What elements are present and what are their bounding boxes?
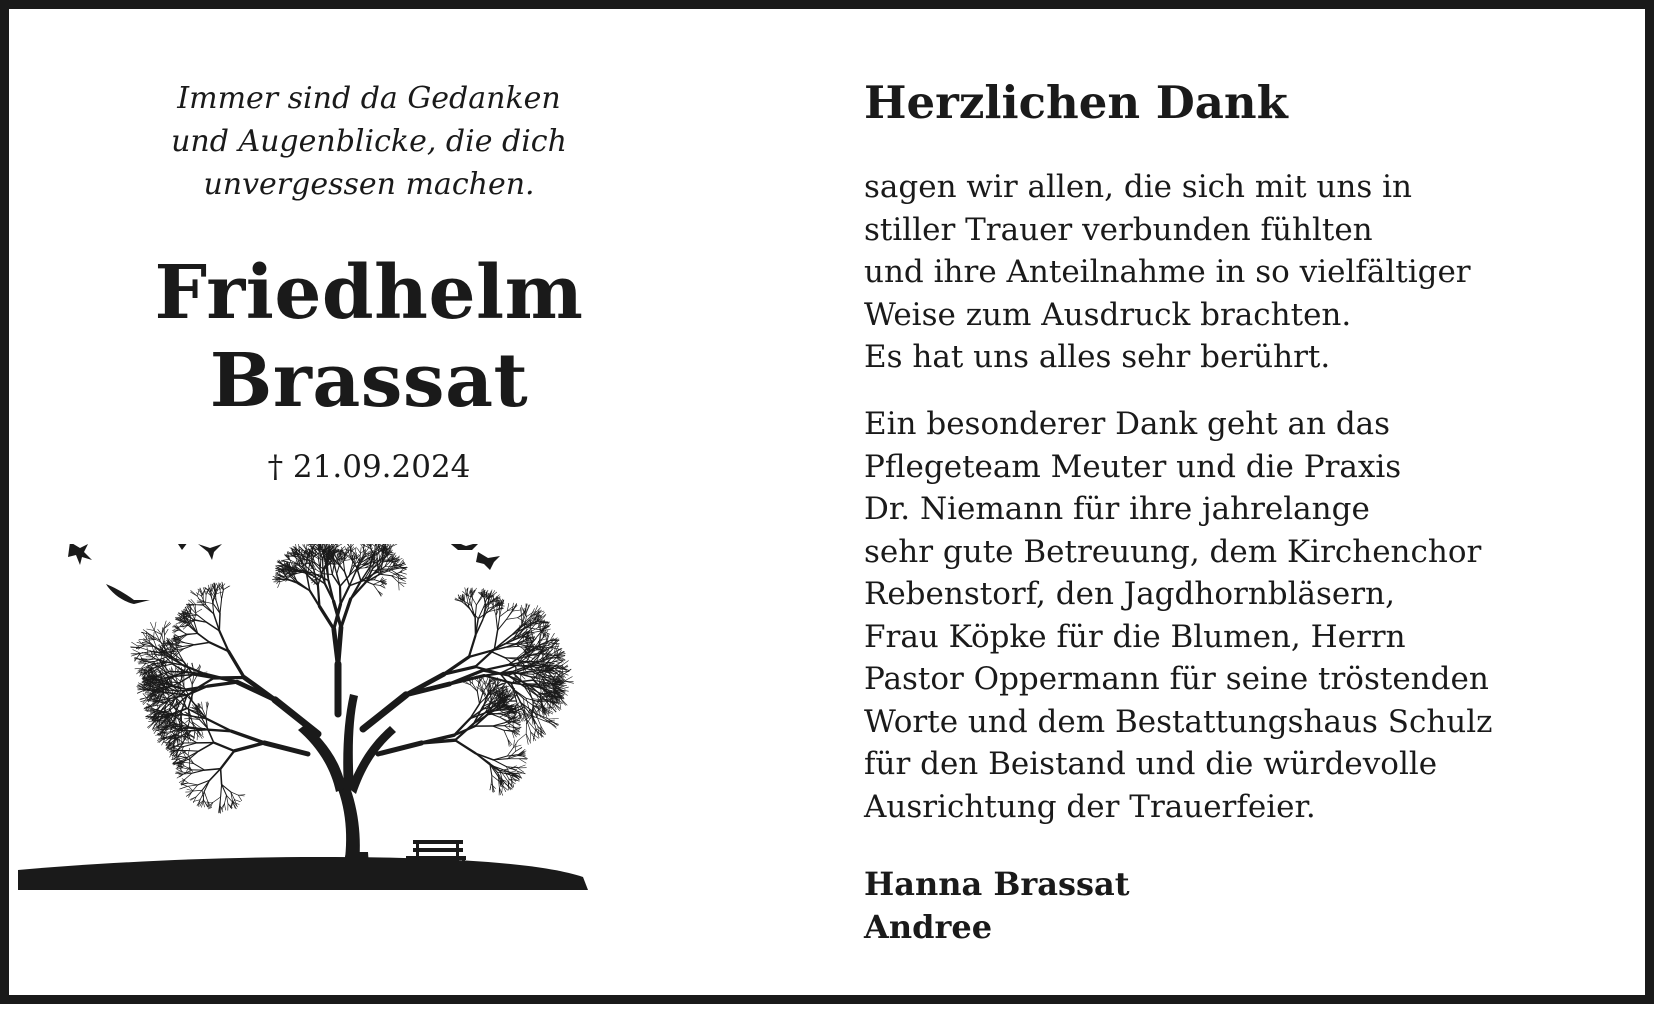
signatures (864, 863, 1130, 949)
quote-line: unvergessen machen. (49, 163, 689, 206)
text-line: Rebenstorf, den Jagdhornbläsern, (864, 573, 1624, 616)
text-line: Pastor Oppermann für seine tröstenden (864, 658, 1624, 701)
thank-you-paragraph (864, 166, 1624, 379)
text-line: stiller Trauer verbunden fühlten (864, 209, 1624, 252)
quote-line: und Augenblicke, die dich (49, 120, 689, 163)
death-date: † 21.09.2024 (49, 447, 689, 487)
bird-icon (106, 584, 150, 604)
text-line: Dr. Niemann für ihre jahrelange (864, 488, 1624, 531)
tree-illustration (18, 544, 623, 944)
text-line: Es hat uns alles sehr berührt. (864, 336, 1624, 379)
thank-you-panel (864, 9, 1624, 1013)
text-line: Weise zum Ausdruck brachten. (864, 294, 1624, 337)
text-line: Ein besonderer Dank geht an das (864, 403, 1624, 446)
memorial-panel (9, 9, 729, 1013)
last-name: Brassat (49, 337, 689, 425)
special-thanks-paragraph (864, 403, 1624, 828)
bird-icon (476, 552, 500, 570)
deceased-name (49, 249, 689, 425)
text-line: Frau Köpke für die Blumen, Herrn (864, 616, 1624, 659)
text-line: sehr gute Betreuung, dem Kirchenchor (864, 531, 1624, 574)
text-line: für den Beistand und die würdevolle (864, 743, 1624, 786)
bird-icon (198, 544, 222, 560)
first-name: Friedhelm (49, 249, 689, 337)
memorial-quote (49, 77, 689, 206)
quote-line: Immer sind da Gedanken (49, 77, 689, 120)
signature-name: Andree (864, 906, 1130, 949)
bird-icon (446, 544, 480, 550)
bird-icon (68, 544, 92, 565)
tree-trunk (298, 694, 396, 882)
text-line: Pflegeteam Meuter und die Praxis (864, 446, 1624, 489)
bird-icon (166, 544, 196, 550)
text-line: Ausrichtung der Trauerfeier. (864, 786, 1624, 829)
text-line: sagen wir allen, die sich mit uns in (864, 166, 1624, 209)
text-line: Worte und dem Bestattungshaus Schulz (864, 701, 1624, 744)
text-line: und ihre Anteilnahme in so vielfältiger (864, 251, 1624, 294)
signature-name: Hanna Brassat (864, 863, 1130, 906)
hill (18, 857, 588, 890)
thank-you-title: Herzlichen Dank (864, 73, 1288, 133)
